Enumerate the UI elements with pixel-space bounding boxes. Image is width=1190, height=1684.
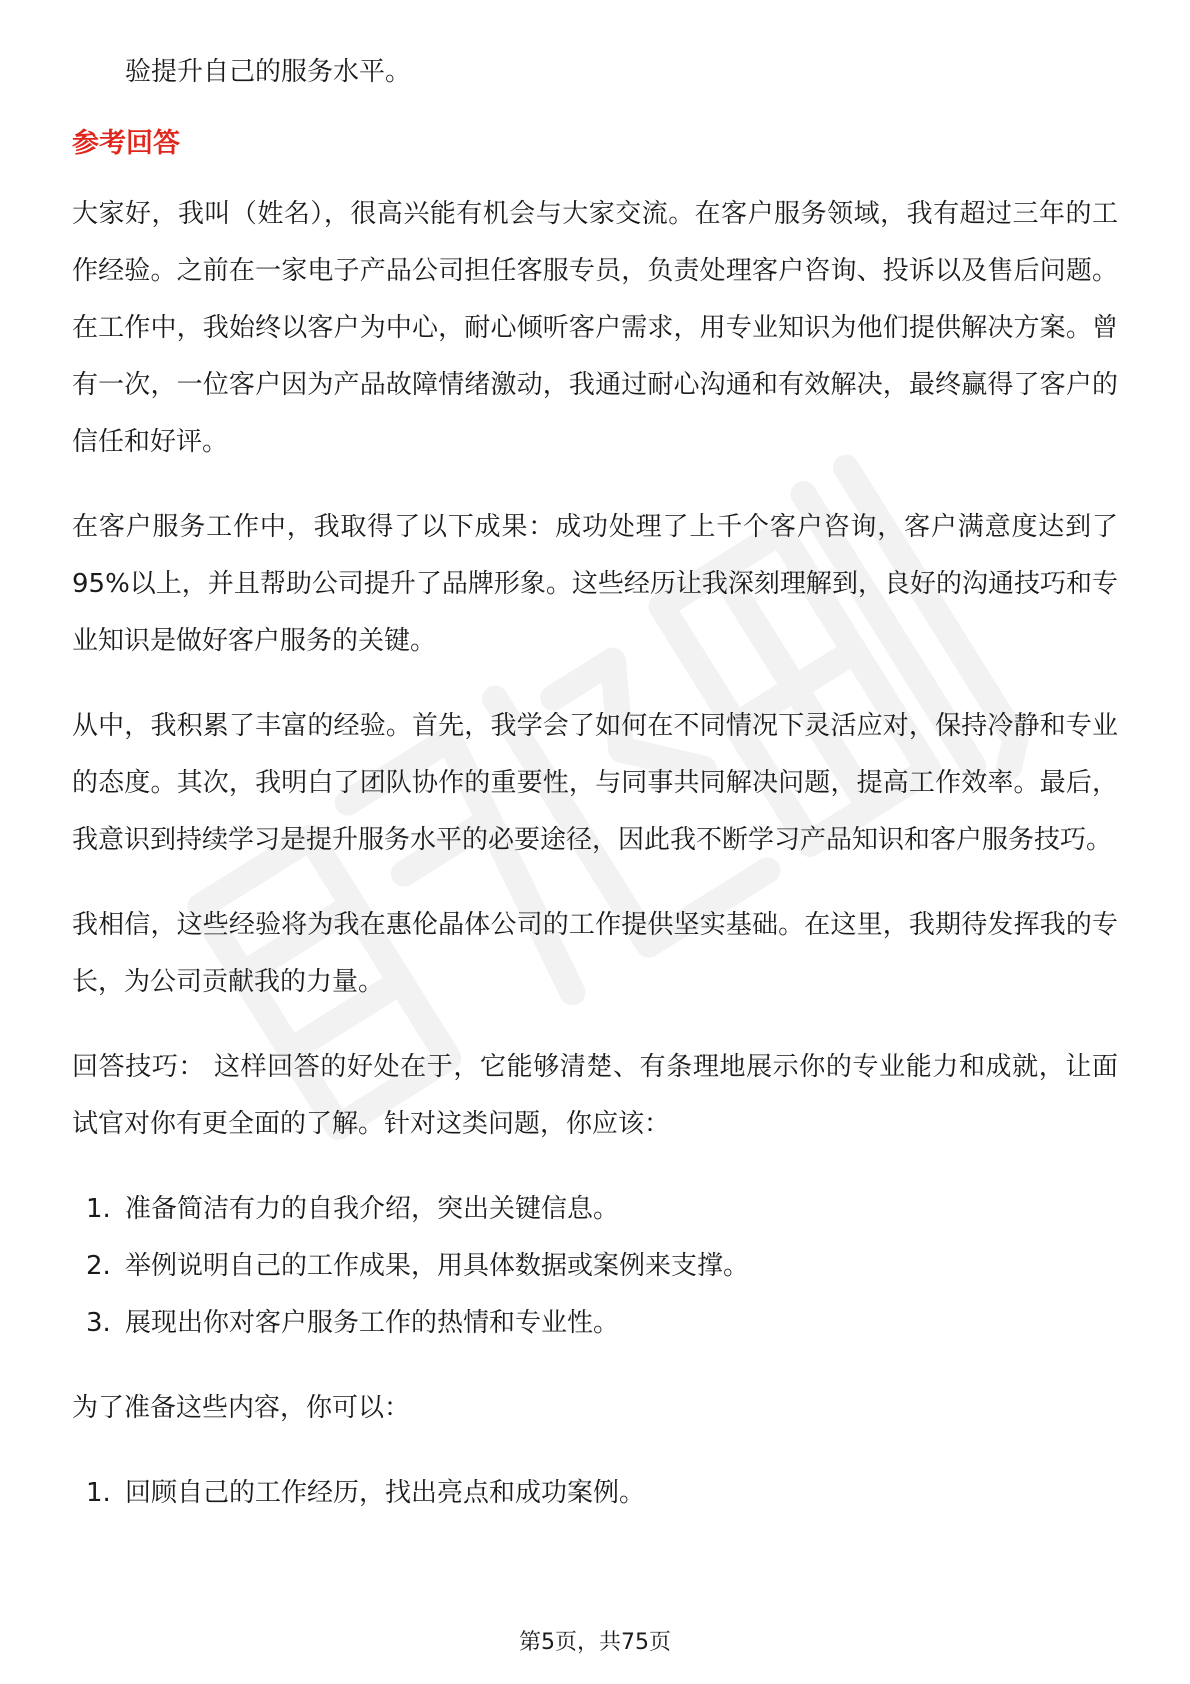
paragraph-intro: 大家好，我叫（姓名），很高兴能有机会与大家交流。在客户服务领域，我有超过三年的工作经验。之前在一家电子产品公司担任客服专员，负责处理客户咨询、投诉以及售后问题。在工作中，我始终以客户为中心，耐心倾听客户需求，用专业知识为他们提供解决方案。曾有一次，一位客户因为产品故障情绪激动，我通过耐心沟通和有效解决，最终赢得了客户的信任和好评。 [72,199,1118,457]
paragraph-tips-intro: 回答技巧： 这样回答的好处在于，它能够清楚、有条理地展示你的专业能力和成就，让面试官对你有更全面的了解。针对这类问题，你应该： [72,1052,1118,1139]
list-item [72,1465,1118,1522]
list-item [72,1238,1118,1295]
list-text: 举例说明自己的工作成果，用具体数据或案例来支撑。 [125,1251,750,1281]
list-text: 准备简洁有力的自我介绍，突出关键信息。 [125,1194,620,1224]
document-body [72,44,1118,1550]
paragraph-experience: 从中，我积累了丰富的经验。首先，我学会了如何在不同情况下灵活应对，保持冷静和专业的态度。其次，我明白了团队协作的重要性，与同事共同解决问题，提高工作效率。最后，我意识到持续学习是提升服务水平的必要途径，因此我不断学习产品知识和客户服务技巧。 [72,711,1118,855]
prep-list [72,1465,1118,1522]
list-item [72,1181,1118,1238]
list-item [72,1295,1118,1352]
page-footer: 第5页，共75页 [519,1630,671,1655]
list-number: 1. [86,1194,111,1224]
list-number: 2. [86,1251,111,1281]
tips-list [72,1181,1118,1352]
paragraph-conclusion: 我相信，这些经验将为我在惠伦晶体公司的工作提供坚实基础。在这里，我期待发挥我的专长，为公司贡献我的力量。 [72,910,1118,997]
list-text: 回顾自己的工作经历，找出亮点和成功案例。 [125,1478,646,1508]
section-title: 参考回答 [72,128,180,159]
list-number: 3. [86,1308,111,1338]
list-number: 1. [86,1478,111,1508]
continued-line: 验提升自己的服务水平。 [125,57,412,87]
paragraph-achievements: 在客户服务工作中，我取得了以下成果：成功处理了上千个客户咨询，客户满意度达到了95%以上，并且帮助公司提升了品牌形象。这些经历让我深刻理解到，良好的沟通技巧和专业知识是做好客户服务的关键。 [72,512,1118,656]
paragraph-prep-intro: 为了准备这些内容，你可以： [72,1393,411,1423]
list-text: 展现出你对客户服务工作的热情和专业性。 [125,1308,620,1338]
